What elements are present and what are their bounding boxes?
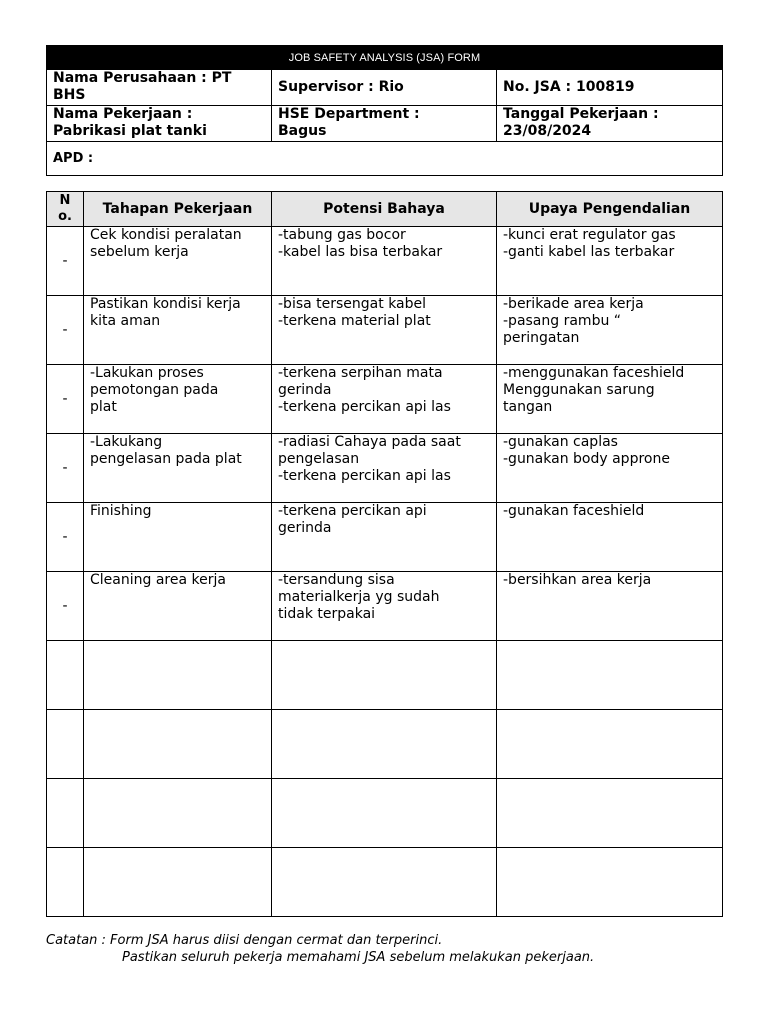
upaya-line: -pasang rambu “ [503,313,622,329]
potensi-line: -tabung gas bocor [278,227,406,243]
tahapan-line: plat [90,399,117,415]
upaya-line: tangan [503,399,553,415]
potensi-line: -terkena percikan api las [278,468,451,484]
table-row [47,572,723,641]
catatan-note [46,932,594,966]
row-number-cell [47,779,84,848]
tahapan-cell [84,710,272,779]
header-potensi: Potensi Bahaya [272,192,497,227]
table-row [47,227,723,296]
upaya-line: -berikade area kerja [503,296,644,312]
upaya-line: peringatan [503,330,580,346]
table-row [47,365,723,434]
header-upaya: Upaya Pengendalian [497,192,723,227]
row-number-cell: - [47,296,84,365]
upaya-cell [497,296,723,365]
nama-perusahaan-field [47,70,272,106]
tahapan-cell [84,572,272,641]
potensi-line: -terkena percikan api [278,503,427,519]
supervisor-field: Supervisor : Rio [272,70,497,106]
nama-perusahaan-value: BHS [53,87,86,103]
tahapan-cell [84,227,272,296]
upaya-cell [497,641,723,710]
potensi-line: -kabel las bisa terbakar [278,244,443,260]
tanggal-pekerjaan-label: Tanggal Pekerjaan : [503,106,659,122]
upaya-cell [497,227,723,296]
table-row [47,434,723,503]
tahapan-line: Cleaning area kerja [90,572,226,588]
tahapan-cell [84,848,272,917]
table-row [47,710,723,779]
tahapan-line: pemotongan pada [90,382,219,398]
upaya-line: -kunci erat regulator gas [503,227,676,243]
potensi-cell [272,848,497,917]
table-row [47,296,723,365]
upaya-cell [497,779,723,848]
no-jsa-field: No. JSA : 100819 [497,70,723,106]
tanggal-pekerjaan-value: 23/08/2024 [503,123,592,139]
hse-department-label: HSE Department : [278,106,420,122]
apd-field: APD : [47,142,723,176]
tahapan-cell [84,434,272,503]
tahapan-line: -Lakukan proses [90,365,204,381]
potensi-cell [272,227,497,296]
upaya-line: -gunakan caplas [503,434,618,450]
header-no-line-1: N [59,193,71,208]
upaya-line: -ganti kabel las terbakar [503,244,675,260]
table-row [47,779,723,848]
potensi-line: pengelasan [278,451,360,467]
nama-pekerjaan-value: Pabrikasi plat tanki [53,123,207,139]
header-tahapan: Tahapan Pekerjaan [84,192,272,227]
upaya-cell [497,503,723,572]
potensi-cell [272,296,497,365]
potensi-cell [272,365,497,434]
nama-pekerjaan-field [47,106,272,142]
upaya-line: -bersihkan area kerja [503,572,652,588]
tahapan-line: kita aman [90,313,161,329]
row-number-cell: - [47,503,84,572]
note-line-1: Catatan : Form JSA harus diisi dengan cermat dan terperinci. [46,933,443,948]
tahapan-line: -Lakukang [90,434,163,450]
potensi-line: -bisa tersengat kabel [278,296,427,312]
tahapan-line: pengelasan pada plat [90,451,242,467]
table-row [47,641,723,710]
tahapan-line: Finishing [90,503,152,519]
upaya-line: -menggunakan faceshield [503,365,685,381]
hse-department-value: Bagus [278,123,327,139]
table-header-row [47,192,723,227]
upaya-line: -gunakan body approne [503,451,670,467]
potensi-line: gerinda [278,520,332,536]
tanggal-pekerjaan-field [497,106,723,142]
tahapan-cell [84,779,272,848]
row-number-cell [47,848,84,917]
row-number-cell: - [47,365,84,434]
form-title: JOB SAFETY ANALYSIS (JSA) FORM [47,46,723,70]
potensi-cell [272,710,497,779]
jsa-steps-table [46,191,723,917]
tahapan-cell [84,503,272,572]
nama-perusahaan-label: Nama Perusahaan : PT [53,70,232,86]
potensi-line: tidak terpakai [278,606,376,622]
table-body [47,227,723,917]
potensi-line: -tersandung sisa [278,572,395,588]
nama-pekerjaan-label: Nama Pekerjaan : [53,106,193,122]
tahapan-cell [84,296,272,365]
potensi-cell [272,572,497,641]
upaya-cell [497,572,723,641]
header-no [47,192,84,227]
potensi-line: gerinda [278,382,332,398]
potensi-line: -radiasi Cahaya pada saat [278,434,461,450]
hse-department-field [272,106,497,142]
upaya-cell [497,848,723,917]
potensi-cell [272,434,497,503]
table-row [47,848,723,917]
table-row [47,503,723,572]
upaya-cell [497,710,723,779]
tahapan-line: Cek kondisi peralatan [90,227,242,243]
row-number-cell: - [47,227,84,296]
potensi-cell [272,503,497,572]
jsa-header-table [46,45,723,176]
potensi-line: -terkena serpihan mata [278,365,443,381]
row-number-cell: - [47,434,84,503]
upaya-cell [497,365,723,434]
potensi-line: -terkena material plat [278,313,431,329]
potensi-cell [272,641,497,710]
row-number-cell: - [47,572,84,641]
row-number-cell [47,710,84,779]
tahapan-cell [84,641,272,710]
header-no-line-2: o. [58,209,72,224]
tahapan-line: sebelum kerja [90,244,189,260]
upaya-line: Menggunakan sarung [503,382,655,398]
upaya-cell [497,434,723,503]
tahapan-line: Pastikan kondisi kerja [90,296,241,312]
upaya-line: -gunakan faceshield [503,503,645,519]
potensi-line: materialkerja yg sudah [278,589,440,605]
potensi-line: -terkena percikan api las [278,399,451,415]
row-number-cell [47,641,84,710]
note-line-2: Pastikan seluruh pekerja memahami JSA sebelum melakukan pekerjaan. [122,950,595,965]
potensi-cell [272,779,497,848]
tahapan-cell [84,365,272,434]
